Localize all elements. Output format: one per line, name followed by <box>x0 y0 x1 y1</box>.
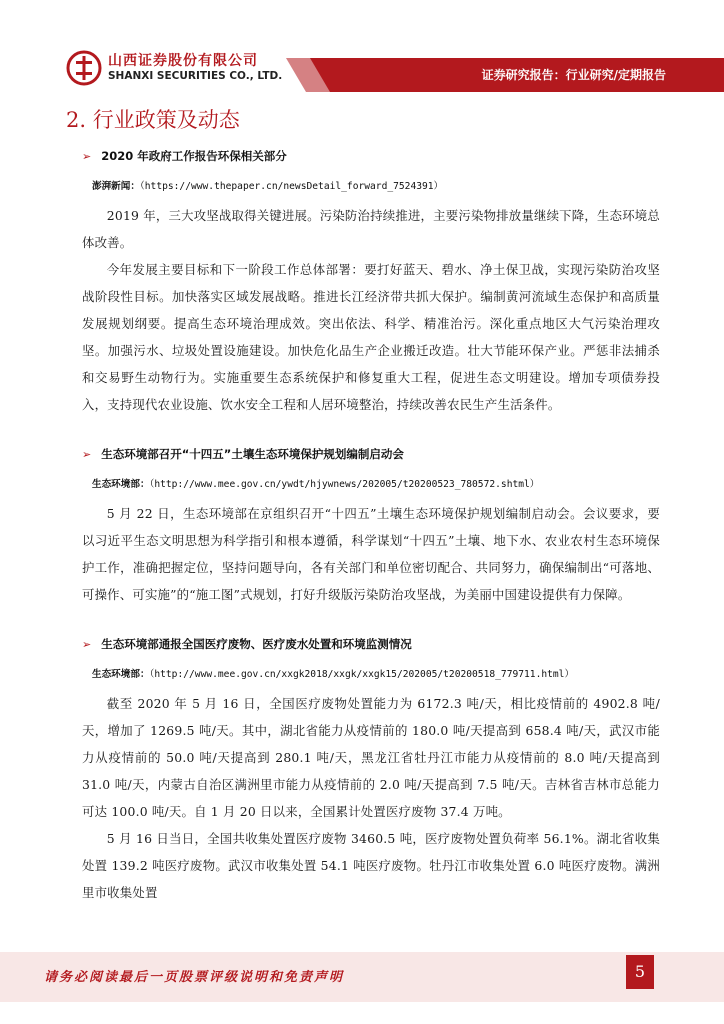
footer-disclaimer: 请务必阅读最后一页股票评级说明和免责声明 <box>44 970 345 985</box>
source-link[interactable]: （http://www.mee.gov.cn/xxgk2018/xxgk/xxgk15/202005/t20200518_779711.html） <box>149 669 575 680</box>
source-name: 生态环境部： <box>92 669 150 680</box>
news-item <box>82 444 660 608</box>
news-item-title: ➢ 生态环境部通报全国医疗废物、医疗废水处置和环境监测情况 <box>82 637 412 651</box>
section-title: 2. 行业政策及动态 <box>66 108 240 132</box>
bullet-arrow-icon: ➢ <box>82 448 92 461</box>
page-number: 5 <box>626 955 654 989</box>
bullet-arrow-icon: ➢ <box>82 150 92 163</box>
news-item <box>82 634 660 906</box>
main-content <box>82 146 660 932</box>
company-name-en: SHANXI SECURITIES CO., LTD. <box>108 70 283 82</box>
company-name-cn: 山西证券股份有限公司 <box>108 53 258 69</box>
paragraph: 今年发展主要目标和下一阶段工作总体部署：要打好蓝天、碧水、净土保卫战，实现污染防治攻坚战阶段性目标。加快落实区域发展战略。推进长江经济带共抓大保护。编制黄河流域生态保护和高质量发展规划纲要。提高生态环境治理成效。突出依法、科学、精准治污。深化重点地区大气污染治理攻坚。加强污水、垃圾处置设施建设。加快危化品生产企业搬迁改造。壮大节能环保产业。严惩非法捕杀和交易野生动物行为。实施重要生态系统保护和修复重大工程，促进生态文明建设。增加专项债券投入，支持现代农业设施、饮水安全工程和人居环境整治，持续改善农民生产生活条件。 <box>82 262 660 412</box>
news-item-title: ➢ 生态环境部召开“十四五”土壤生态环境保护规划编制启动会 <box>82 447 404 461</box>
news-source <box>92 474 660 496</box>
paragraph: 5 月 16 日当日，全国共收集处置医疗废物 3460.5 吨，医疗废物处置负荷率 56.1%。湖北省收集处置 139.2 吨医疗废物。武汉市收集处置 54.1 吨医疗废物。牡丹江市收集处置 6.0 吨医疗废物。满洲里市收集处置 <box>82 831 660 900</box>
source-name: 生态环境部： <box>92 479 150 490</box>
news-item <box>82 146 660 418</box>
paragraph: 5 月 22 日，生态环境部在京组织召开“十四五”土壤生态环境保护规划编制启动会。会议要求，要以习近平生态文明思想为科学指引和根本遵循，科学谋划“十四五”土壤、地下水、农业农村生态环境保护工作，准确把握定位，坚持问题导向，各有关部门和单位密切配合、共同努力，确保编制出“可落地、可操作、可实施”的“施工图”式规划，打好升级版污染防治攻坚战，为美丽中国建设提供有力保障。 <box>82 506 660 602</box>
report-type-tag: 证券研究报告：行业研究/定期报告 <box>481 68 666 82</box>
news-item-title: ➢ 2020 年政府工作报告环保相关部分 <box>82 149 287 163</box>
paragraph: 截至 2020 年 5 月 16 日，全国医疗废物处置能力为 6172.3 吨/天，相比疫情前的 4902.8 吨/天，增加了 1269.5 吨/天。其中，湖北省能力从疫情前的 180.0 吨/天提高到 658.4 吨/天，武汉市能力从疫情前的 50.0 吨/天提高到 280.1 吨/天，黑龙江省牡丹江市能力从疫情前的 8.0 吨/天提高到 31.0 吨/天，内蒙古自治区满洲里市能力从疫情前的 2.0 吨/天提高到 7.5 吨/天。吉林省吉林市总能力可达 100.0 吨/天。自 1 月 20 日以来，全国累计处置医疗废物 37.4 万吨。 <box>82 696 660 819</box>
source-link[interactable]: （http://www.mee.gov.cn/ywdt/hjywnews/202005/t20200523_780572.shtml） <box>149 479 540 490</box>
news-source <box>92 176 660 198</box>
source-name: 澎湃新闻： <box>92 181 140 192</box>
bullet-arrow-icon: ➢ <box>82 638 92 651</box>
page-header <box>0 0 724 92</box>
paragraph: 2019 年，三大攻坚战取得关键进展。污染防治持续推进，主要污染物排放量继续下降，生态环境总体改善。 <box>82 208 660 250</box>
news-source <box>92 664 660 686</box>
source-link[interactable]: （https://www.thepaper.cn/newsDetail_forward_7524391） <box>139 181 444 192</box>
company-logo-icon <box>66 50 102 86</box>
